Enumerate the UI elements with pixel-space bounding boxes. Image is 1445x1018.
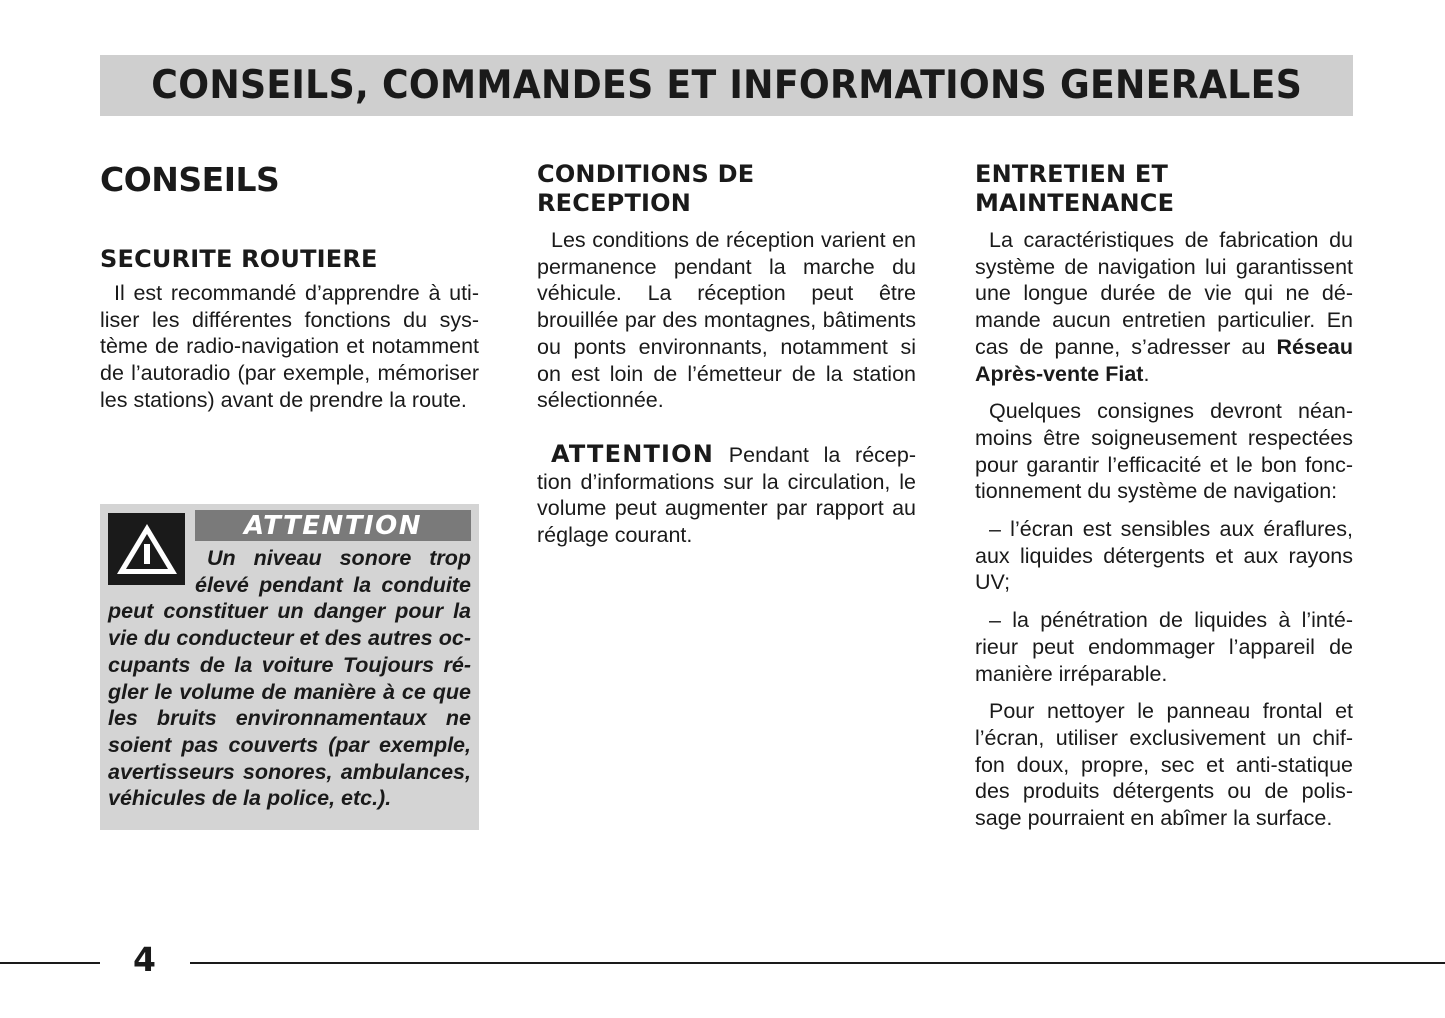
column-conditions-reception	[537, 160, 916, 549]
column-entretien	[975, 160, 1353, 832]
attention-inline-label: ATTENTION	[551, 439, 715, 468]
warning-triangle-icon	[108, 513, 185, 585]
securite-routiere-heading: SECURITE ROUTIERE	[100, 245, 378, 273]
entretien-p1-text: La caractéristiques de fabrication du système de navigation lui garantissent une longue durée de vie qui ne démande aucun entretien particulier. En cas de panne, s’adresser au	[975, 228, 1353, 359]
conditions-reception-heading	[537, 160, 916, 218]
entretien-paragraph-3: – l’écran est sensibles aux éraflures, aux liquides détergents et aux rayons UV;	[975, 517, 1353, 595]
attention-inline-text: Pendant la réception d’informations sur la circulation, le volume peut augmenter par rapport au réglage courant.	[537, 442, 916, 548]
conseils-heading: CONSEILS	[100, 160, 280, 199]
reseau-fiat-text: Réseau Après-vente Fiat	[975, 334, 1353, 386]
column-conseils	[100, 160, 479, 414]
page-number: 4	[133, 940, 156, 979]
attention-warning-label: ATTENTION	[195, 510, 471, 541]
entretien-paragraph-5: Pour nettoyer le panneau frontal et l’écran, utiliser exclusivement un chiffon doux, propre, sec et anti-statique des produits détergents ou de polissage pourraient en abîmer la surface.	[975, 699, 1353, 831]
section-title-bar	[100, 55, 1353, 116]
entretien-p1-end: .	[1143, 361, 1150, 386]
entretien-heading-line2: MAINTENANCE	[975, 189, 1175, 217]
entretien-paragraph-4: – la pénétration de liquides à l’intérieur peut endommager l’appareil de manière irréparable.	[975, 608, 1353, 686]
entretien-paragraph-2: Quelques consignes devront néanmoins être soigneusement respectées pour garantir l’efficacité et le bon fonctionnement du système de navigation:	[975, 399, 1353, 504]
conditions-heading-line2: RECEPTION	[537, 189, 692, 217]
conditions-heading-line1: CONDITIONS DE	[537, 160, 755, 188]
entretien-paragraph-1	[975, 227, 1353, 387]
entretien-heading	[975, 160, 1353, 218]
attention-traffic-paragraph	[537, 441, 916, 549]
footer-rule-left	[0, 962, 100, 964]
section-title: CONSEILS, COMMANDES ET INFORMATIONS GENERALES	[151, 63, 1302, 108]
conditions-reception-paragraph: Les conditions de réception varient en permanence pendant la marche du véhicule. La réception peut être brouillée par des montagnes, bâtiments ou ponts environnants, notamment si on est loin de l’émetteur de la station sélectionnée.	[537, 228, 916, 413]
attention-warning-box	[100, 504, 479, 830]
footer-rule-right	[190, 962, 1445, 964]
entretien-heading-line1: ENTRETIEN ET	[975, 160, 1169, 188]
attention-warning-text: Un niveau sonore trop élevé pendant la conduite peut constituer un danger pour la vie du conducteur et des autres occupants de la voiture Toujours régler le volume de manière à ce que les bruits environnamentaux ne soient pas couverts (par exemple, avertisseurs sonores, ambulances, véhicules de la police, etc.).	[108, 546, 471, 811]
securite-routiere-paragraph: Il est recommandé d’apprendre à utiliser les différentes fonctions du système de radio-navigation et notamment de l’autoradio (par exemple, mémoriser les stations) avant de prendre la route.	[100, 281, 479, 412]
